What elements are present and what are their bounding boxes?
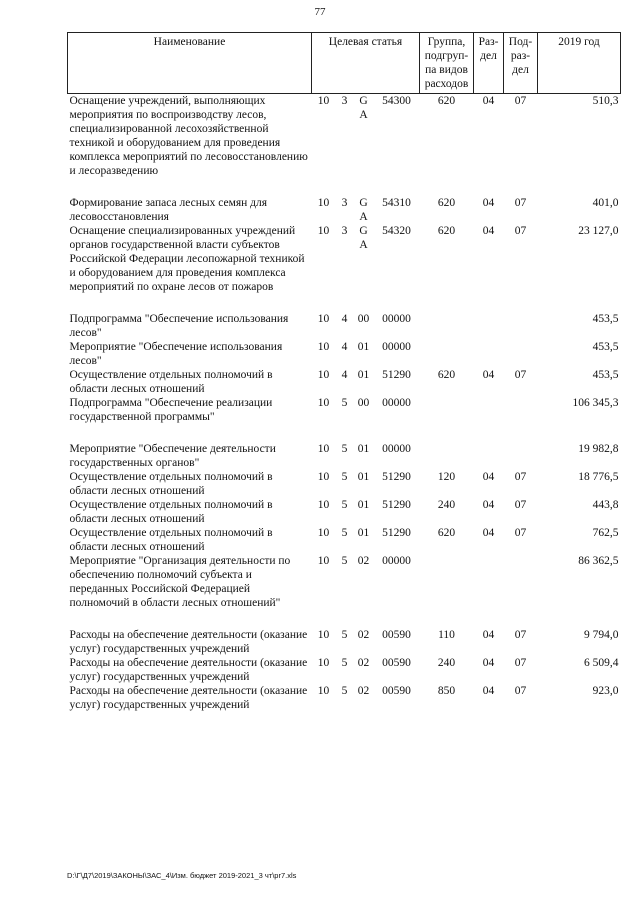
row-amount: 510,3 (592, 95, 619, 107)
row-subprogram-code: 3 (341, 197, 348, 209)
row-name: Мероприятие "Обеспечение использования лесов" (69, 341, 283, 367)
table-header-row (68, 33, 621, 94)
row-name: Оснащение специализированных учреждений органов государственной власти субъектов Российской Федерации лесопожарной техникой и оборудованием для проведения комплекса мероприятий по охране лесов от пожаров (69, 225, 305, 293)
table-row (68, 442, 621, 470)
header-year: 2019 год (538, 33, 621, 94)
row-direction-code: 51290 (382, 471, 411, 483)
file-path-footer: D:\Г\Д7\2019\ЗАКОНЫ\ЗАС_4\Изм. бюджет 2019-2021_3 чт\pr7.xls (67, 871, 297, 880)
row-subprogram-code: 4 (341, 313, 348, 325)
row-name: Расходы на обеспечение деятельности (оказание услуг) государственных учреждений (69, 685, 308, 711)
table-row (68, 224, 621, 312)
row-direction-code: 51290 (382, 369, 411, 381)
row-subprogram-code: 3 (341, 225, 348, 237)
row-subprogram-code: 5 (341, 443, 348, 455)
row-event-code: 01 (357, 527, 370, 539)
row-event-code: 00 (357, 397, 370, 409)
row-section: 04 (482, 471, 495, 483)
row-group: 850 (437, 685, 456, 697)
row-subsection (504, 312, 538, 340)
row-direction-code: 00000 (382, 443, 411, 455)
row-subprogram-code: 5 (341, 471, 348, 483)
row-amount: 19 982,8 (578, 443, 619, 455)
row-event-code: 01 (357, 369, 370, 381)
row-event-code: 02 (357, 555, 370, 567)
row-name: Мероприятие "Организация деятельности по обеспечению полномочий субъекта и переданных Российской Федерацией полномочий в области лесных отношений" (69, 555, 291, 609)
row-program-code: 10 (317, 369, 330, 381)
row-subsection (504, 340, 538, 368)
row-program-code: 10 (317, 341, 330, 353)
row-amount: 106 345,3 (572, 397, 619, 409)
row-section: 04 (482, 657, 495, 669)
row-section: 04 (482, 225, 495, 237)
row-direction-code: 51290 (382, 499, 411, 511)
row-subsection: 07 (514, 685, 527, 697)
row-section: 04 (482, 685, 495, 697)
row-group (420, 340, 474, 368)
row-section: 04 (482, 197, 495, 209)
row-direction-code: 00000 (382, 341, 411, 353)
header-section: Раз-дел (474, 33, 504, 94)
row-program-code: 10 (317, 95, 330, 107)
row-direction-code: 54300 (382, 95, 411, 107)
row-program-code: 10 (317, 629, 330, 641)
row-subprogram-code: 4 (341, 341, 348, 353)
row-program-code: 10 (317, 499, 330, 511)
row-direction-code: 00590 (382, 685, 411, 697)
row-subprogram-code: 5 (341, 629, 348, 641)
row-amount: 6 509,4 (584, 657, 619, 669)
row-section: 04 (482, 527, 495, 539)
row-subsection: 07 (514, 95, 527, 107)
row-subprogram-code: 3 (341, 95, 348, 107)
table-row (68, 340, 621, 368)
row-event-code: 02 (357, 685, 370, 697)
row-subsection: 07 (514, 225, 527, 237)
row-direction-code: 54320 (382, 225, 411, 237)
row-amount: 453,5 (592, 369, 619, 381)
header-subsection: Под-раз-дел (504, 33, 538, 94)
row-name: Осуществление отдельных полномочий в области лесных отношений (69, 471, 273, 497)
row-group: 620 (437, 197, 456, 209)
row-section (474, 312, 504, 340)
row-program-code: 10 (317, 657, 330, 669)
row-amount: 923,0 (592, 685, 619, 697)
row-event-code: 02 (357, 657, 370, 669)
row-name: Расходы на обеспечение деятельности (оказание услуг) государственных учреждений (69, 629, 308, 655)
row-event-code: G A (359, 95, 368, 121)
row-program-code: 10 (317, 555, 330, 567)
row-subsection: 07 (514, 499, 527, 511)
row-subsection: 07 (514, 657, 527, 669)
row-event-code: G A (359, 197, 368, 223)
row-event-code: 02 (357, 629, 370, 641)
row-name: Подпрограмма "Обеспечение реализации государственной программы" (69, 397, 273, 423)
row-event-code: 00 (357, 313, 370, 325)
row-subsection: 07 (514, 471, 527, 483)
row-amount: 9 794,0 (584, 629, 619, 641)
budget-table (67, 32, 621, 712)
row-group: 620 (437, 369, 456, 381)
row-name: Осуществление отдельных полномочий в области лесных отношений (69, 527, 273, 553)
row-amount: 453,5 (592, 341, 619, 353)
row-amount: 443,8 (592, 499, 619, 511)
row-subprogram-code: 5 (341, 499, 348, 511)
row-direction-code: 00000 (382, 313, 411, 325)
row-subsection: 07 (514, 369, 527, 381)
row-amount: 453,5 (592, 313, 619, 325)
row-amount: 18 776,5 (578, 471, 619, 483)
row-section (474, 442, 504, 470)
table-row (68, 656, 621, 684)
row-name: Подпрограмма "Обеспечение использования лесов" (69, 313, 289, 339)
table-row (68, 498, 621, 526)
page-number: 77 (314, 6, 326, 18)
row-name: Оснащение учреждений, выполняющих мероприятия по воспроизводству лесов, специализированной лесохозяйственной техникой и оборудованием для проведения комплекса мероприятий по лесовосстановлению и лесоразведению (69, 95, 308, 177)
header-target: Целевая статья (312, 33, 420, 94)
row-subprogram-code: 4 (341, 369, 348, 381)
row-group: 240 (437, 499, 456, 511)
row-program-code: 10 (317, 685, 330, 697)
row-name: Расходы на обеспечение деятельности (оказание услуг) государственных учреждений (69, 657, 308, 683)
row-amount: 401,0 (592, 197, 619, 209)
row-section: 04 (482, 95, 495, 107)
row-section: 04 (482, 499, 495, 511)
row-subsection (504, 554, 538, 628)
row-event-code: 01 (357, 499, 370, 511)
row-subsection: 07 (514, 527, 527, 539)
row-direction-code: 00590 (382, 657, 411, 669)
row-section: 04 (482, 369, 495, 381)
row-subsection (504, 442, 538, 470)
row-name: Мероприятие "Обеспечение деятельности государственных органов" (69, 443, 276, 469)
table-row (68, 526, 621, 554)
row-program-code: 10 (317, 443, 330, 455)
table-row (68, 628, 621, 656)
row-amount: 23 127,0 (578, 225, 619, 237)
row-amount: 762,5 (592, 527, 619, 539)
row-name: Осуществление отдельных полномочий в области лесных отношений (69, 369, 273, 395)
row-name: Формирование запаса лесных семян для лесовосстановления (69, 197, 268, 223)
table-row (68, 554, 621, 628)
row-subprogram-code: 5 (341, 685, 348, 697)
row-group: 120 (437, 471, 456, 483)
row-group (420, 554, 474, 628)
row-direction-code: 00590 (382, 629, 411, 641)
table-row (68, 396, 621, 442)
table-row (68, 196, 621, 224)
row-event-code: 01 (357, 341, 370, 353)
row-program-code: 10 (317, 313, 330, 325)
table-row (68, 470, 621, 498)
table-row (68, 368, 621, 396)
row-amount: 86 362,5 (578, 555, 619, 567)
row-group (420, 396, 474, 442)
row-group: 110 (438, 629, 455, 641)
row-direction-code: 00000 (382, 555, 411, 567)
row-subprogram-code: 5 (341, 555, 348, 567)
row-name: Осуществление отдельных полномочий в области лесных отношений (69, 499, 273, 525)
row-subsection: 07 (514, 197, 527, 209)
row-section (474, 554, 504, 628)
row-group (420, 312, 474, 340)
header-group: Группа, подгруп-па видов расходов (420, 33, 474, 94)
row-event-code: G A (359, 225, 368, 251)
row-subprogram-code: 5 (341, 527, 348, 539)
row-section (474, 340, 504, 368)
row-direction-code: 51290 (382, 527, 411, 539)
row-group: 620 (437, 95, 456, 107)
row-event-code: 01 (357, 443, 370, 455)
row-section: 04 (482, 629, 495, 641)
row-program-code: 10 (317, 471, 330, 483)
row-program-code: 10 (317, 527, 330, 539)
row-subprogram-code: 5 (341, 397, 348, 409)
row-program-code: 10 (317, 197, 330, 209)
table-row (68, 684, 621, 712)
row-subprogram-code: 5 (341, 657, 348, 669)
table-row (68, 94, 621, 197)
row-program-code: 10 (317, 397, 330, 409)
row-group: 240 (437, 657, 456, 669)
row-direction-code: 54310 (382, 197, 411, 209)
row-program-code: 10 (317, 225, 330, 237)
row-group: 620 (437, 225, 456, 237)
table-row (68, 312, 621, 340)
row-subsection: 07 (514, 629, 527, 641)
header-name: Наименование (68, 33, 312, 94)
row-group: 620 (437, 527, 456, 539)
row-event-code: 01 (357, 471, 370, 483)
row-section (474, 396, 504, 442)
row-subsection (504, 396, 538, 442)
row-direction-code: 00000 (382, 397, 411, 409)
row-group (420, 442, 474, 470)
